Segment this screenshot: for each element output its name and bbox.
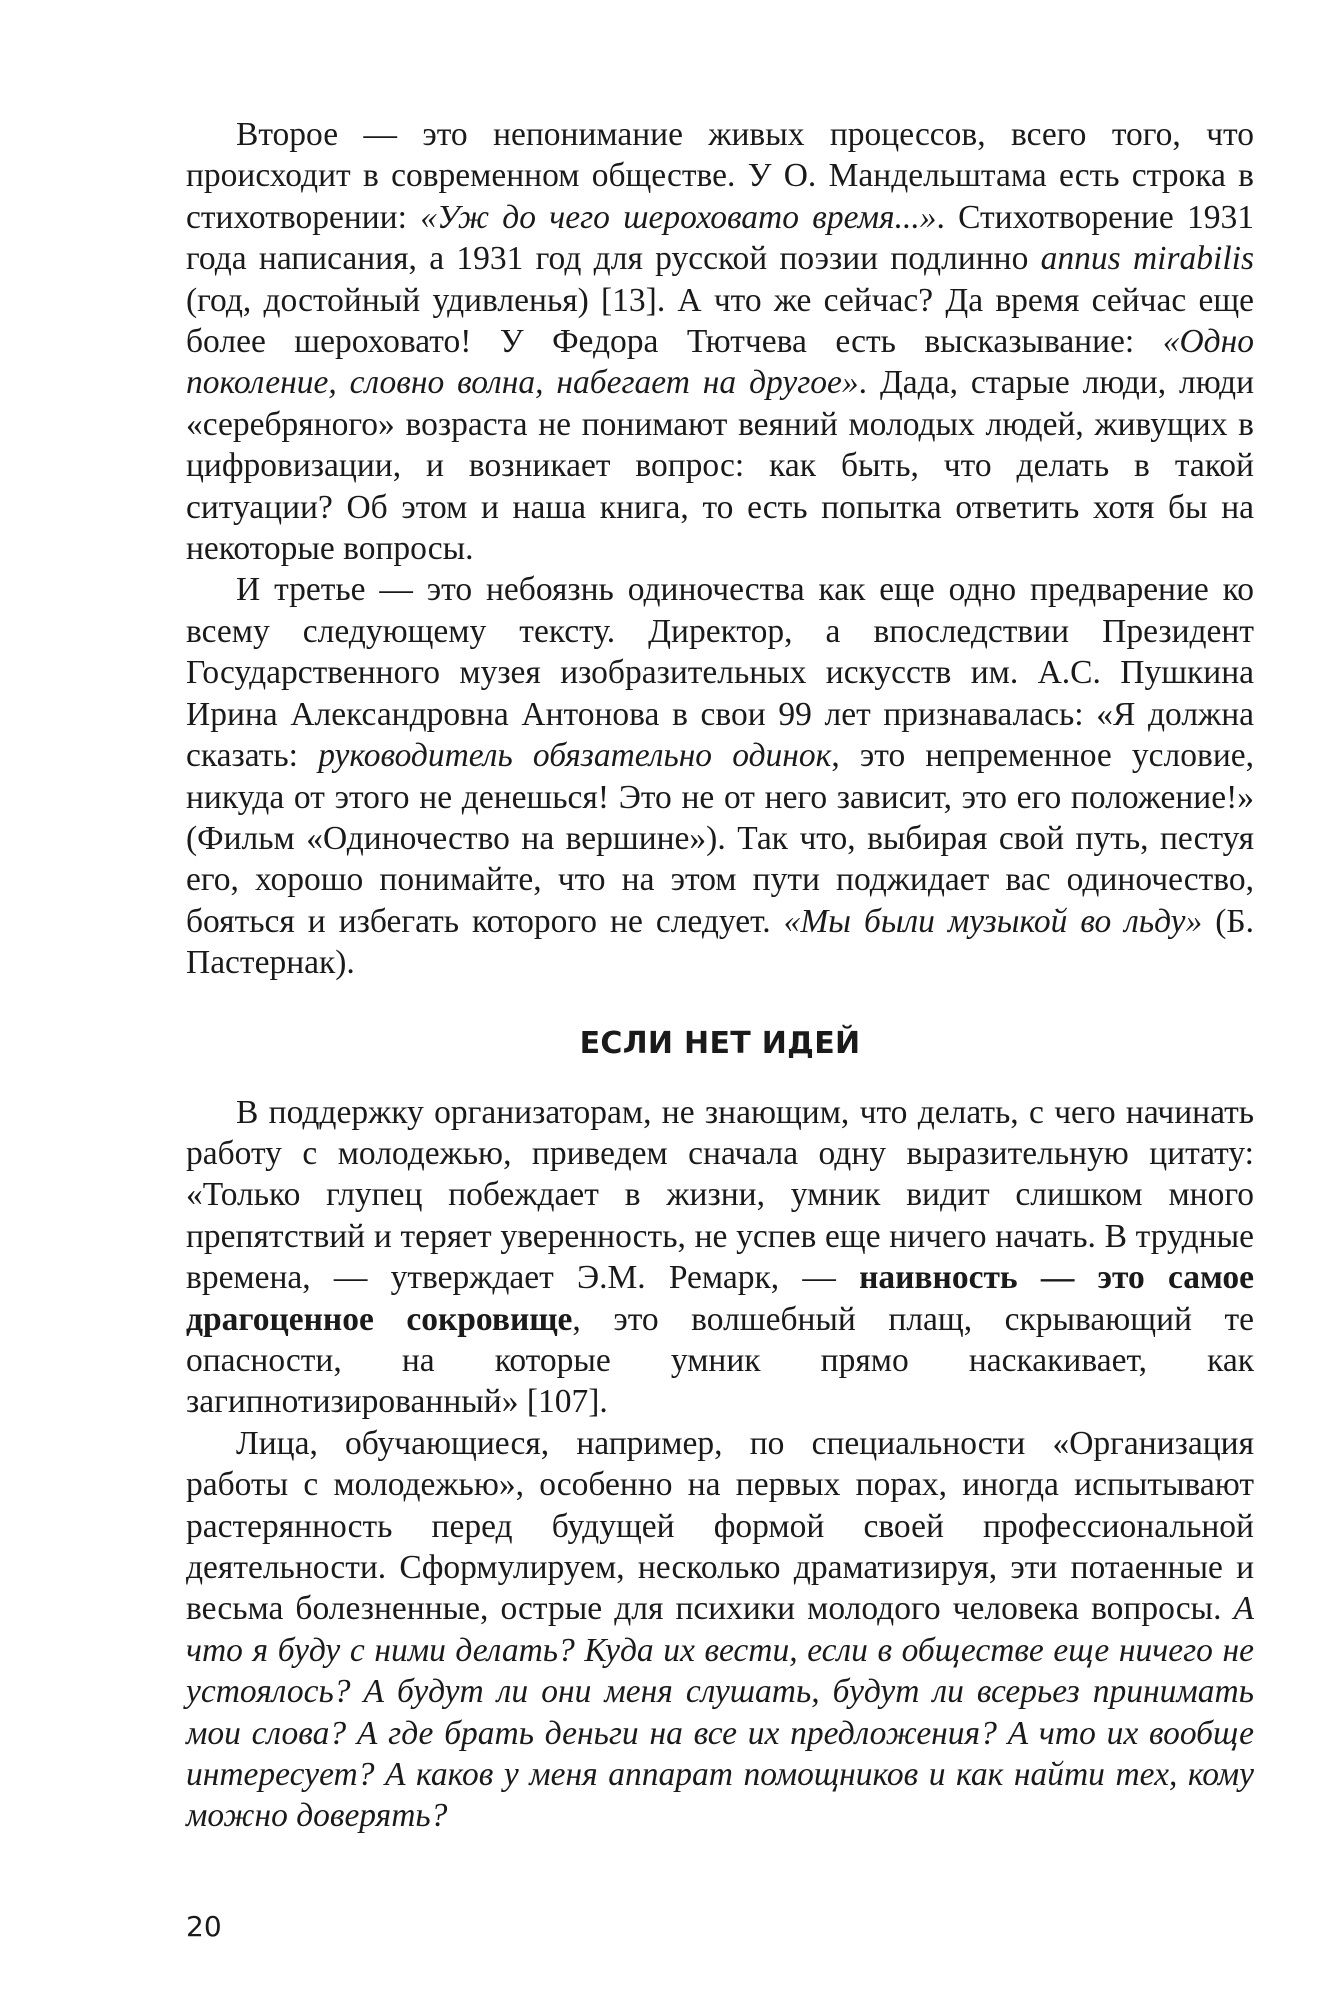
paragraph-text: (Б. Пастернак). — [186, 902, 1254, 982]
paragraph-second-point — [186, 114, 1254, 569]
paragraph-text: , это непременное условие, никуда от этого не денешься! Это не от него зависит, это его положение!» (Фильм «Одиночество на вершине»). Так что, выбирая свой путь, пестуя его, хорошо понимайте, что на этом пути поджидает вас одиночество, бояться и избегать которого не следует. — [186, 737, 1255, 940]
paragraph-third-point — [186, 569, 1254, 983]
antonova-emphasis: руководитель обязательно одинок — [318, 737, 832, 775]
page-body — [186, 114, 1254, 1837]
tyutchev-quote: «Одно поколение, словно волна, набегает на другое» — [186, 323, 1254, 402]
pasternak-quote: «Мы были музыкой во льду» — [783, 902, 1203, 940]
section-heading: ЕСЛИ НЕТ ИДЕЙ — [579, 1025, 861, 1061]
mandelstam-quote: «Уж до чего шероховато время...» — [420, 198, 937, 236]
paragraph-text: Лица, обучающиеся, например, по специальности «Организация работы с молодежью», особенно на первых порах, иногда испытывают растерянность перед будущей формой своей профессиональной деятельности. Сформулируем, несколько драматизируя, эти потаенные и весьма болезненные, острые для психики молодого человека вопросы. — [186, 1424, 1254, 1628]
paragraph-text: В поддержку организаторам, не знающим, что делать, с чего начинать работу с молодежью, приведем сначала одну выразительную цитату: «Только глупец побеждает в жизни, умник видит слишком много препятствий и теряет уверенность, не успев еще ничего начать. В трудные времена, — утверждает Э.М. Ремарк, — — [186, 1093, 1254, 1297]
paragraph-remarque — [186, 1092, 1254, 1423]
italic-questions: А что я буду с ними делать? Куда их вести, если в обществе еще ничего не устоялось? А будут ли они меня слушать, будут ли всерьез принимать мои слова? А где брать деньги на все их предложения? А что их вообще интересует? А каков у меня аппарат помощников и как найти тех, кому можно доверять? — [186, 1590, 1254, 1835]
paragraph-text: Второе — это непонимание живых процессов, всего того, что происходит в современном обществе. У О. Мандельштама есть строка в стихотворении: — [186, 116, 1254, 236]
paragraph-questions — [186, 1423, 1254, 1837]
paragraph-text: . Стихотворение 1931 года написания, а 1931 год для русской поэзии подлинно — [186, 198, 1254, 278]
paragraph-text: . Дада, старые люди, люди «серебряного» возраста не понимают веяний молодых людей, живущих в цифровизации, и возникает вопрос: как быть, что делать в такой ситуации? Об этом и наша книга, то есть попытка ответить хотя бы на некоторые вопросы. — [186, 364, 1254, 568]
page-number: 20 — [186, 1910, 222, 1943]
paragraph-text: (год, достойный удивленья) [13]. А что же сейчас? Да время сейчас еще более шероховато! У Федора Тютчева есть высказывание: — [186, 281, 1254, 361]
paragraph-text: И третье — это небоязнь одиночества как еще одно предварение ко всему следующему тексту. Директор, а впоследствии Президент Государственного музея изобразительных искусств им. А.С. Пушкина Ирина Александровна Антонова в свои 99 лет признавалась: «Я должна сказать: — [186, 571, 1254, 775]
latin-phrase: annus mirabilis — [1040, 240, 1254, 278]
bold-phrase: наивность — это самое драгоценное сокровище — [186, 1259, 1254, 1338]
paragraph-text: , это волшебный плащ, скрывающий те опасности, на которые умник прямо наскакивает, как загипнотизированный» [107]. — [186, 1300, 1254, 1421]
